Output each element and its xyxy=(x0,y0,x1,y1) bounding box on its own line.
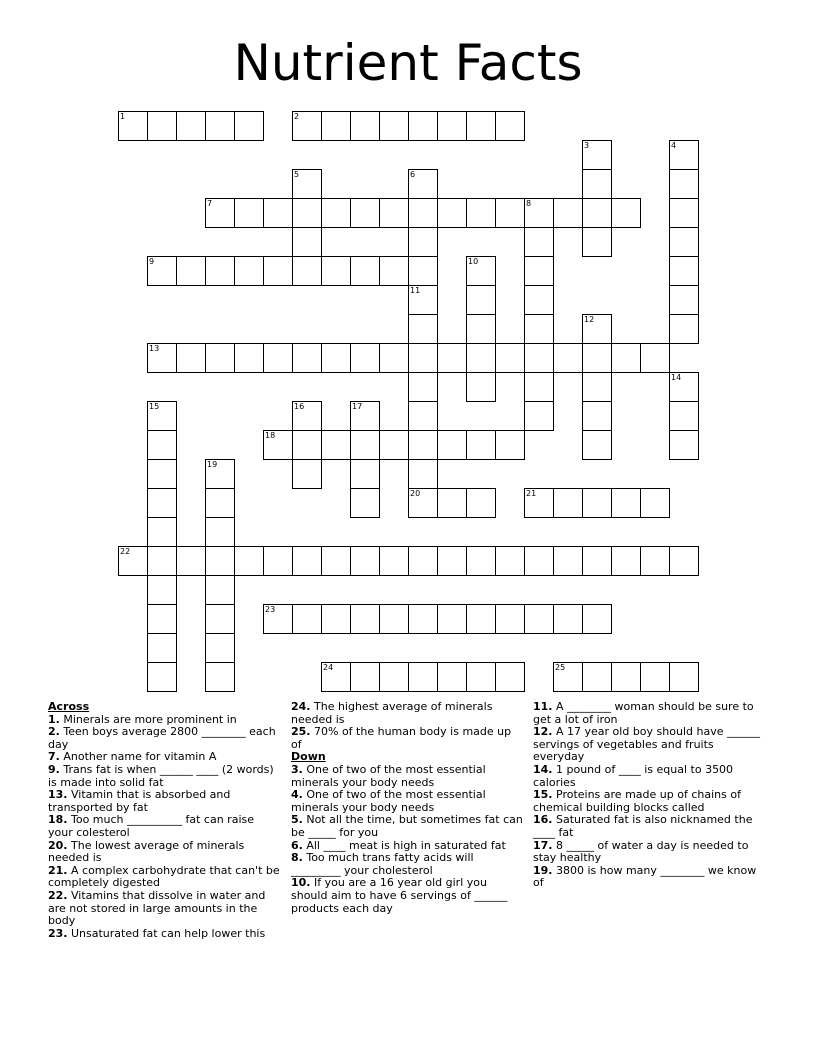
down-heading: Down xyxy=(291,750,326,764)
clue-number: 9. xyxy=(48,762,60,776)
clue-number: 22 xyxy=(120,547,131,556)
crossword-cell[interactable] xyxy=(611,343,641,373)
crossword-cell[interactable] xyxy=(437,343,467,373)
crossword-cell[interactable] xyxy=(582,372,612,402)
crossword-cell[interactable] xyxy=(263,343,293,373)
crossword-cell[interactable] xyxy=(524,401,554,431)
clue-text: One of two of the most essential minerals your body needs xyxy=(291,788,486,814)
crossword-cell[interactable] xyxy=(582,604,612,634)
clue-text: The lowest average of minerals needed is xyxy=(48,838,245,865)
clues-column-2 xyxy=(291,701,523,915)
across-clue xyxy=(48,814,280,839)
crossword-cell[interactable] xyxy=(379,662,409,692)
crossword-cell[interactable] xyxy=(408,662,438,692)
crossword-cell[interactable] xyxy=(640,488,670,518)
crossword-cell[interactable] xyxy=(176,343,206,373)
clue-number: 7. xyxy=(48,750,60,764)
clue-number: 15. xyxy=(533,788,553,802)
crossword-cell[interactable] xyxy=(408,372,438,402)
crossword-cell[interactable] xyxy=(408,604,438,634)
crossword-cell[interactable] xyxy=(350,488,380,518)
crossword-cell[interactable] xyxy=(408,314,438,344)
clue-text: Too much __________ fat can raise your colesterol xyxy=(48,813,255,839)
clue-text: Vitamins that dissolve in water and are not stored in large amounts in the body xyxy=(48,888,266,928)
crossword-cell[interactable] xyxy=(379,343,409,373)
clue-text: 1 pound of ____ is equal to 3500 calories xyxy=(533,762,734,789)
crossword-cell[interactable] xyxy=(466,662,496,692)
crossword-cell[interactable] xyxy=(582,227,612,257)
clue-text: Minerals are more prominent in xyxy=(63,712,237,726)
crossword-cell[interactable] xyxy=(524,343,554,373)
crossword-cell[interactable] xyxy=(118,546,148,576)
clues-column-3 xyxy=(533,701,765,890)
crossword-cell[interactable] xyxy=(553,604,583,634)
crossword-cell[interactable] xyxy=(408,401,438,431)
clue-number: 23. xyxy=(48,926,68,940)
crossword-cell[interactable] xyxy=(147,575,177,605)
clue-number: 18 xyxy=(265,431,276,440)
crossword-cell[interactable] xyxy=(582,430,612,460)
crossword-cell[interactable] xyxy=(205,256,235,286)
crossword-cell[interactable] xyxy=(669,285,699,315)
clue-number: 16 xyxy=(294,402,305,411)
across-clue xyxy=(48,764,280,789)
crossword-cell[interactable] xyxy=(292,111,322,141)
crossword-cell[interactable] xyxy=(379,111,409,141)
crossword-cell[interactable] xyxy=(524,372,554,402)
crossword-cell[interactable] xyxy=(292,256,322,286)
clue-number: 5. xyxy=(291,813,303,827)
clue-number: 14 xyxy=(671,373,682,382)
crossword-cell[interactable] xyxy=(582,314,612,344)
crossword-cell[interactable] xyxy=(205,662,235,692)
crossword-cell[interactable] xyxy=(669,169,699,199)
crossword-cell[interactable] xyxy=(495,662,525,692)
crossword-cell[interactable] xyxy=(263,256,293,286)
crossword-cell[interactable] xyxy=(437,662,467,692)
crossword-cell[interactable] xyxy=(205,198,235,228)
crossword-cell[interactable] xyxy=(292,227,322,257)
down-clue xyxy=(291,789,523,814)
clue-number: 21. xyxy=(48,863,68,877)
clue-number: 5 xyxy=(294,170,300,179)
across-clue xyxy=(291,701,523,726)
clue-number: 2. xyxy=(48,725,60,739)
crossword-cell[interactable] xyxy=(350,546,380,576)
crossword-cell[interactable] xyxy=(292,459,322,489)
crossword-cell[interactable] xyxy=(524,604,554,634)
down-clue xyxy=(533,726,765,764)
crossword-cell[interactable] xyxy=(495,604,525,634)
crossword-cell[interactable] xyxy=(408,227,438,257)
crossword-cell[interactable] xyxy=(640,546,670,576)
down-clue xyxy=(533,814,765,839)
crossword-cell[interactable] xyxy=(118,111,148,141)
across-clue xyxy=(48,890,280,928)
crossword-cell[interactable] xyxy=(292,430,322,460)
clue-number: 11. xyxy=(533,700,553,713)
crossword-cell[interactable] xyxy=(176,256,206,286)
crossword-cell[interactable] xyxy=(350,430,380,460)
clue-number: 1. xyxy=(48,712,60,726)
clue-number: 25 xyxy=(555,663,566,672)
crossword-cell[interactable] xyxy=(147,488,177,518)
across-clue xyxy=(48,865,280,890)
crossword-cell[interactable] xyxy=(669,372,699,402)
clue-number: 14. xyxy=(533,762,553,776)
crossword-cell[interactable] xyxy=(379,546,409,576)
crossword-cell[interactable] xyxy=(466,430,496,460)
clue-text: A ________ woman should be sure to get a lot of iron xyxy=(533,700,754,726)
down-clue xyxy=(533,701,765,726)
clue-number: 19 xyxy=(207,460,218,469)
crossword-cell[interactable] xyxy=(205,575,235,605)
clue-number: 9 xyxy=(149,257,155,266)
crossword-cell[interactable] xyxy=(524,488,554,518)
crossword-cell[interactable] xyxy=(611,488,641,518)
clue-text: Saturated fat is also nicknamed the ____ fat xyxy=(533,813,753,839)
clue-text: A 17 year old boy should have ______ servings of vegetables and fruits everyday xyxy=(533,725,760,764)
crossword-cell[interactable] xyxy=(466,546,496,576)
clue-number: 7 xyxy=(207,199,213,208)
crossword-cell[interactable] xyxy=(292,169,322,199)
crossword-cell[interactable] xyxy=(205,546,235,576)
clue-number: 8 xyxy=(526,199,532,208)
crossword-cell[interactable] xyxy=(147,604,177,634)
crossword-cell[interactable] xyxy=(437,111,467,141)
crossword-cell[interactable] xyxy=(524,546,554,576)
crossword-cell[interactable] xyxy=(234,256,264,286)
crossword-cell[interactable] xyxy=(466,198,496,228)
crossword-cell[interactable] xyxy=(611,662,641,692)
crossword-cell[interactable] xyxy=(379,256,409,286)
clue-number: 20 xyxy=(410,489,421,498)
clue-text: Proteins are made up of chains of chemical building blocks called xyxy=(533,788,741,814)
crossword-cell[interactable] xyxy=(437,198,467,228)
clue-number: 10. xyxy=(291,876,311,890)
crossword-cell[interactable] xyxy=(582,662,612,692)
crossword-cell[interactable] xyxy=(147,343,177,373)
page-title: Nutrient Facts xyxy=(233,34,583,92)
clue-number: 3. xyxy=(291,762,303,776)
clue-number: 13. xyxy=(48,788,68,802)
crossword-cell[interactable] xyxy=(669,314,699,344)
crossword-cell[interactable] xyxy=(321,430,351,460)
crossword-cell[interactable] xyxy=(263,604,293,634)
crossword-cell[interactable] xyxy=(147,430,177,460)
crossword-cell[interactable] xyxy=(611,198,641,228)
clue-number: 17 xyxy=(352,402,363,411)
across-heading: Across xyxy=(48,700,90,713)
crossword-cell[interactable] xyxy=(321,198,351,228)
clue-text: Teen boys average 2800 ________ each day xyxy=(48,725,276,751)
clue-text: Not all the time, but sometimes fat can be _____ for you xyxy=(291,813,523,839)
crossword-cell[interactable] xyxy=(234,546,264,576)
clue-number: 24. xyxy=(291,700,311,713)
crossword-cell[interactable] xyxy=(263,430,293,460)
clue-text: One of two of the most essential minerals your body needs xyxy=(291,762,486,789)
crossword-cell[interactable] xyxy=(669,140,699,170)
crossword-cell[interactable] xyxy=(205,517,235,547)
crossword-cell[interactable] xyxy=(292,546,322,576)
crossword-cell[interactable] xyxy=(495,343,525,373)
crossword-cell[interactable] xyxy=(292,198,322,228)
crossword-cell[interactable] xyxy=(437,546,467,576)
clue-text: Too much trans fatty acids will _________ your cholesterol xyxy=(291,851,474,877)
crossword-cell[interactable] xyxy=(205,604,235,634)
clue-text: 3800 is how many ________ we know of xyxy=(533,863,757,890)
clue-number: 15 xyxy=(149,402,160,411)
crossword-cell[interactable] xyxy=(495,430,525,460)
crossword-cell[interactable] xyxy=(669,430,699,460)
clue-number: 17. xyxy=(533,838,553,852)
crossword-cell[interactable] xyxy=(321,256,351,286)
crossword-cell[interactable] xyxy=(176,111,206,141)
clue-text: If you are a 16 year old girl you should aim to have 6 servings of ______ products each day xyxy=(291,876,508,915)
clue-number: 4 xyxy=(671,141,677,150)
clue-number: 1 xyxy=(120,112,126,121)
clue-number: 16. xyxy=(533,813,553,827)
crossword-cell[interactable] xyxy=(408,546,438,576)
crossword-cell[interactable] xyxy=(205,488,235,518)
down-clue xyxy=(291,877,523,915)
clue-number: 6. xyxy=(291,838,303,852)
clue-text: A complex carbohydrate that can't be completely digested xyxy=(48,863,280,890)
clue-number: 20. xyxy=(48,838,68,852)
clue-number: 12. xyxy=(533,725,553,739)
across-clue xyxy=(48,928,280,941)
crossword-cell[interactable] xyxy=(495,198,525,228)
crossword-cell[interactable] xyxy=(466,604,496,634)
down-clue xyxy=(533,789,765,814)
crossword-cell[interactable] xyxy=(669,198,699,228)
clue-text: The highest average of minerals needed is xyxy=(291,700,493,726)
crossword-cell[interactable] xyxy=(669,401,699,431)
crossword-cell[interactable] xyxy=(292,401,322,431)
crossword-cell[interactable] xyxy=(466,285,496,315)
crossword-cell[interactable] xyxy=(669,227,699,257)
crossword-cell[interactable] xyxy=(524,314,554,344)
clue-number: 22. xyxy=(48,888,68,902)
down-clue xyxy=(533,865,765,890)
crossword-cell[interactable] xyxy=(495,546,525,576)
crossword-cell[interactable] xyxy=(321,662,351,692)
clue-number: 24 xyxy=(323,663,334,672)
crossword-cell[interactable] xyxy=(466,488,496,518)
across-clue xyxy=(291,726,523,751)
crossword-cell[interactable] xyxy=(408,169,438,199)
crossword-cell[interactable] xyxy=(205,343,235,373)
crossword-cell[interactable] xyxy=(669,546,699,576)
down-clue xyxy=(291,764,523,789)
crossword-cell[interactable] xyxy=(582,401,612,431)
crossword-cell[interactable] xyxy=(582,343,612,373)
crossword-cell[interactable] xyxy=(408,488,438,518)
crossword-cell[interactable] xyxy=(408,430,438,460)
crossword-cell[interactable] xyxy=(350,256,380,286)
crossword-cell[interactable] xyxy=(437,488,467,518)
crossword-cell[interactable] xyxy=(321,604,351,634)
crossword-cell[interactable] xyxy=(234,343,264,373)
crossword-cell[interactable] xyxy=(408,285,438,315)
clue-text: All ____ meat is high in saturated fat xyxy=(306,838,506,852)
crossword-cell[interactable] xyxy=(379,198,409,228)
crossword-cell[interactable] xyxy=(147,546,177,576)
crossword-cell[interactable] xyxy=(553,198,583,228)
down-clue xyxy=(291,852,523,877)
crossword-cell[interactable] xyxy=(466,256,496,286)
crossword-cell[interactable] xyxy=(321,546,351,576)
clue-number: 13 xyxy=(149,344,160,353)
crossword-cell[interactable] xyxy=(524,198,554,228)
crossword-cell[interactable] xyxy=(466,372,496,402)
crossword-cell[interactable] xyxy=(408,111,438,141)
crossword-cell[interactable] xyxy=(669,662,699,692)
crossword-cell[interactable] xyxy=(350,111,380,141)
crossword-cell[interactable] xyxy=(350,604,380,634)
crossword-cell[interactable] xyxy=(147,459,177,489)
crossword-cell[interactable] xyxy=(292,343,322,373)
crossword-cell[interactable] xyxy=(466,314,496,344)
crossword-cell[interactable] xyxy=(582,488,612,518)
crossword-cell[interactable] xyxy=(582,169,612,199)
clue-number: 21 xyxy=(526,489,537,498)
clue-number: 2 xyxy=(294,112,300,121)
crossword-cell[interactable] xyxy=(205,111,235,141)
clue-text: Unsaturated fat can help lower this xyxy=(71,926,266,940)
across-clue xyxy=(48,726,280,751)
crossword-cell[interactable] xyxy=(350,401,380,431)
down-clue xyxy=(533,840,765,865)
clue-text: Another name for vitamin A xyxy=(63,750,217,764)
crossword-cell[interactable] xyxy=(205,633,235,663)
crossword-cell[interactable] xyxy=(263,546,293,576)
crossword-cell[interactable] xyxy=(408,198,438,228)
clue-number: 18. xyxy=(48,813,68,827)
clue-text: Trans fat is when ______ ____ (2 words) is made into solid fat xyxy=(48,762,274,789)
crossword-cell[interactable] xyxy=(379,604,409,634)
clues-column-1 xyxy=(48,701,280,940)
clue-text: 8 _____ of water a day is needed to stay healthy xyxy=(533,838,749,865)
clue-number: 10 xyxy=(468,257,479,266)
crossword-cell[interactable] xyxy=(234,198,264,228)
clue-text: Vitamin that is absorbed and transported by fat xyxy=(48,788,231,814)
crossword-cell[interactable] xyxy=(408,459,438,489)
crossword-cell[interactable] xyxy=(669,256,699,286)
crossword-cell[interactable] xyxy=(524,285,554,315)
crossword-cell[interactable] xyxy=(553,546,583,576)
crossword-cell[interactable] xyxy=(234,111,264,141)
crossword-cell[interactable] xyxy=(263,198,293,228)
crossword-cell[interactable] xyxy=(205,459,235,489)
crossword-cell[interactable] xyxy=(321,343,351,373)
crossword-cell[interactable] xyxy=(176,546,206,576)
crossword-cell[interactable] xyxy=(640,343,670,373)
clue-number: 12 xyxy=(584,315,595,324)
crossword-cell[interactable] xyxy=(553,343,583,373)
crossword-cell[interactable] xyxy=(147,662,177,692)
down-clue xyxy=(533,764,765,789)
crossword-cell[interactable] xyxy=(466,343,496,373)
crossword-cell[interactable] xyxy=(524,227,554,257)
crossword-cell[interactable] xyxy=(292,604,322,634)
crossword-cell[interactable] xyxy=(495,111,525,141)
crossword-cell[interactable] xyxy=(350,198,380,228)
across-clue xyxy=(48,789,280,814)
crossword-cell[interactable] xyxy=(350,343,380,373)
crossword-cell[interactable] xyxy=(379,430,409,460)
crossword-cell[interactable] xyxy=(437,430,467,460)
crossword-cell[interactable] xyxy=(582,546,612,576)
clue-number: 8. xyxy=(291,851,303,865)
crossword-cell[interactable] xyxy=(350,662,380,692)
crossword-cell[interactable] xyxy=(437,604,467,634)
crossword-cell[interactable] xyxy=(147,517,177,547)
crossword-cell[interactable] xyxy=(640,662,670,692)
down-clue xyxy=(291,814,523,839)
crossword-cell[interactable] xyxy=(147,633,177,663)
clue-number: 23 xyxy=(265,605,276,614)
clue-number: 25. xyxy=(291,725,311,739)
clue-number: 11 xyxy=(410,286,421,295)
crossword-cell[interactable] xyxy=(350,459,380,489)
crossword-cell[interactable] xyxy=(321,111,351,141)
crossword-cell[interactable] xyxy=(553,488,583,518)
crossword-cell[interactable] xyxy=(466,111,496,141)
clue-text: 70% of the human body is made up of xyxy=(291,725,512,751)
clue-number: 4. xyxy=(291,788,303,802)
crossword-cell[interactable] xyxy=(147,256,177,286)
clue-number: 6 xyxy=(410,170,416,179)
crossword-cell[interactable] xyxy=(582,198,612,228)
crossword-cell[interactable] xyxy=(611,546,641,576)
crossword-cell[interactable] xyxy=(147,111,177,141)
crossword-cell[interactable] xyxy=(524,256,554,286)
clue-number: 19. xyxy=(533,863,553,877)
clue-number: 3 xyxy=(584,141,590,150)
crossword-cell[interactable] xyxy=(408,256,438,286)
crossword-cell[interactable] xyxy=(408,343,438,373)
crossword-cell[interactable] xyxy=(147,401,177,431)
crossword-cell[interactable] xyxy=(553,662,583,692)
crossword-cell[interactable] xyxy=(582,140,612,170)
across-clue xyxy=(48,840,280,865)
